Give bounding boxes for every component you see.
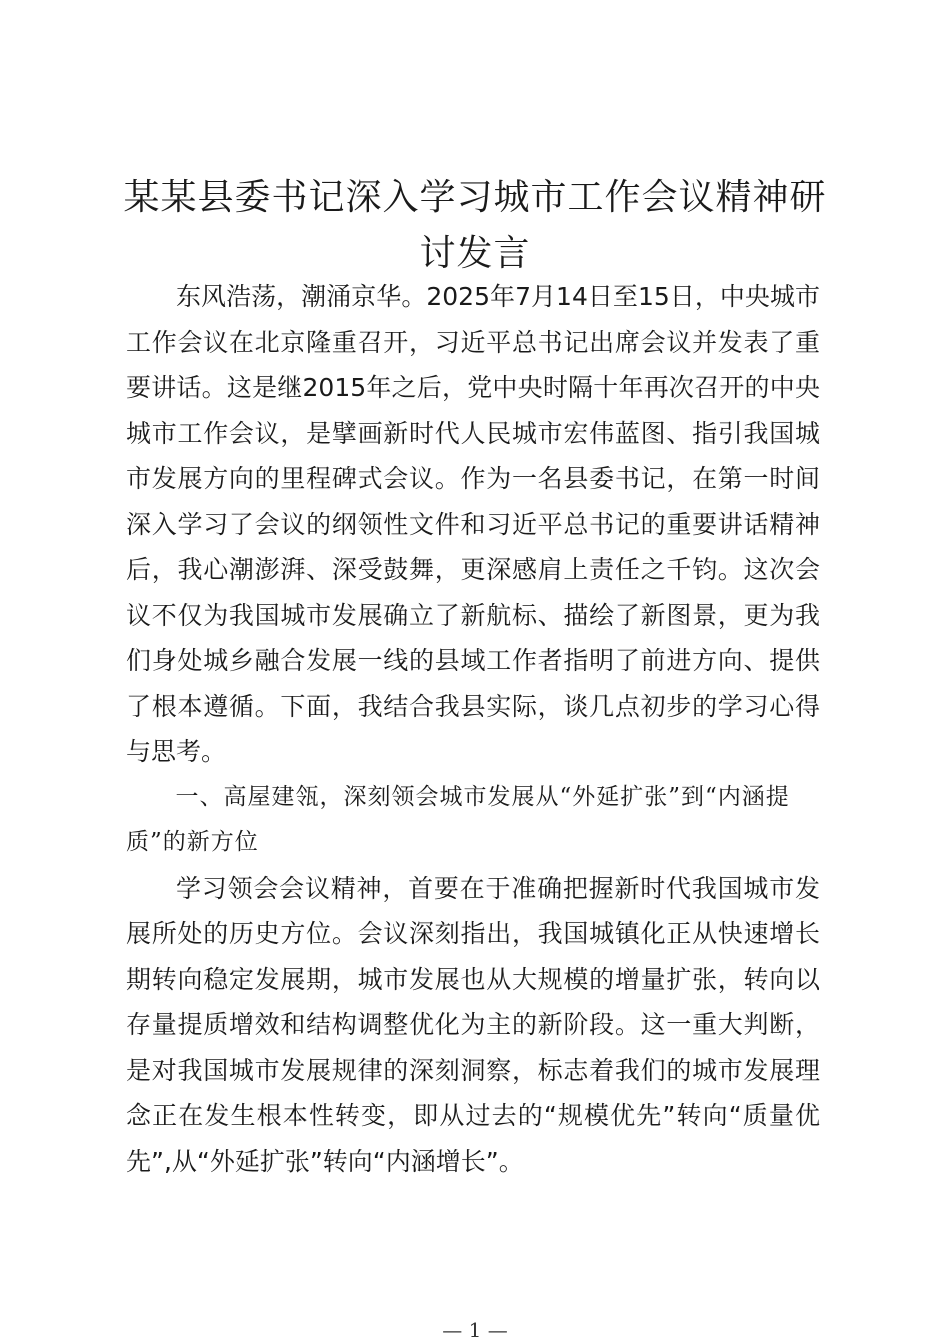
section-paragraph: 学习领会会议精神，首要在于准确把握新时代我国城市发展所处的历史方位。会议深刻指出，我国城镇化正从快速增长期转向稳定发展期，城市发展也从大规模的增量扩张，转向以存量提质增效和结构调整优化为主的新阶段。这一重大判断，是对我国城市发展规律的深刻洞察，标志着我们的城市发展理念正在发生根本性转变，即从过去的“规模优先”转向“质量优先”,从“外延扩张”转向“内涵增长”。 <box>126 873 820 1176</box>
document-body <box>126 274 820 1184</box>
section-heading: 一、高屋建瓴，深刻领会城市发展从“外延扩张”到“内涵提质”的新方位 <box>126 783 790 855</box>
document-title: 某某县委书记深入学习城市工作会议精神研讨发言 <box>123 177 827 274</box>
page-number: — 1 — <box>442 1318 508 1342</box>
intro-paragraph: 东风浩荡，潮涌京华。2025年7月14日至15日，中央城市工作会议在北京隆重召开，习近平总书记出席会议并发表了重要讲话。这是继2015年之后，党中央时隔十年再次召开的中央城市工作会议，是擘画新时代人民城市宏伟蓝图、指引我国城市发展方向的里程碑式会议。作为一名县委书记，在第一时间深入学习了会议的纲领性文件和习近平总书记的重要讲话精神后，我心潮澎湃、深受鼓舞，更深感肩上责任之千钧。这次会议不仅为我国城市发展确立了新航标、描绘了新图景，更为我们身处城乡融合发展一线的县域工作者指明了前进方向、提供了根本遵循。下面，我结合我县实际，谈几点初步的学习心得与思考。 <box>126 282 820 766</box>
